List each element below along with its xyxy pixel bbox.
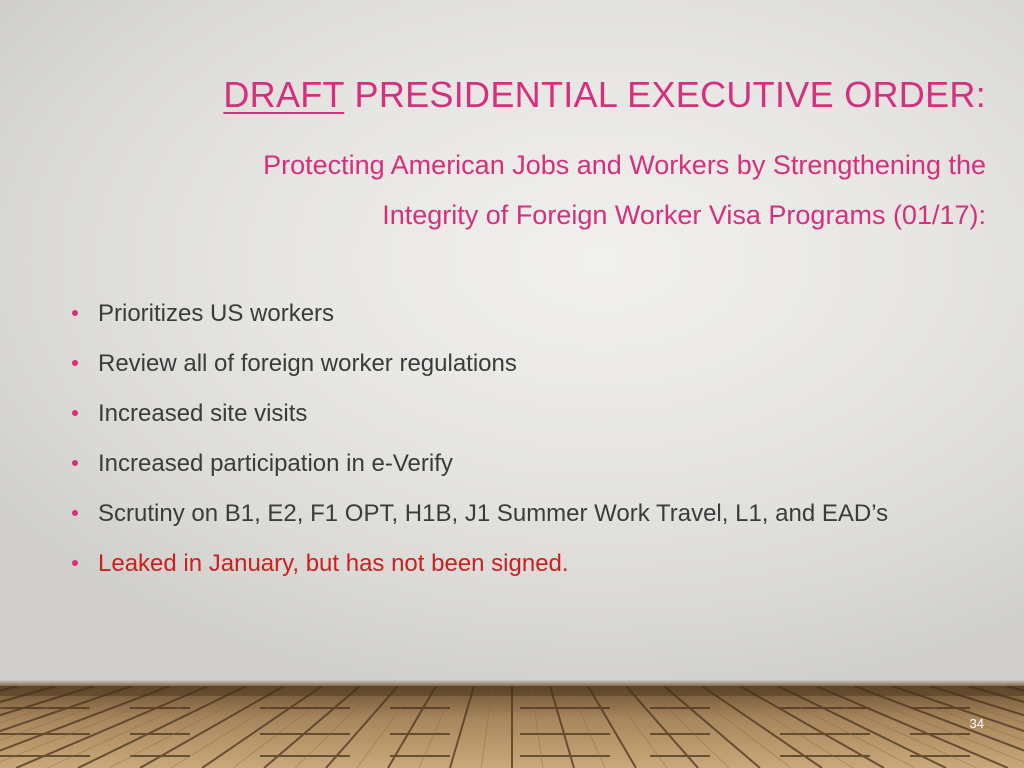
bullet-item [70, 292, 990, 342]
title-rest: PRESIDENTIAL EXECUTIVE ORDER: [344, 74, 986, 115]
slide-subtitle [106, 140, 986, 240]
bullet-item-alert [70, 542, 990, 592]
bullet-item [70, 342, 990, 392]
subtitle-line-2: Integrity of Foreign Worker Visa Programs (01/17): [382, 200, 986, 230]
page-number: 34 [969, 716, 984, 731]
subtitle-line-1: Protecting American Jobs and Workers by Strengthening the [263, 150, 986, 180]
bullet-text: Increased site visits [98, 400, 308, 427]
bullet-item [70, 392, 990, 442]
bullet-list [70, 292, 990, 592]
bullet-item [70, 442, 990, 492]
bullet-text: Prioritizes US workers [98, 300, 335, 327]
bullet-text: Scrutiny on B1, E2, F1 OPT, H1B, J1 Summer Work Travel, L1, and EAD’s [98, 500, 889, 527]
bullet-dot-icon [72, 410, 78, 416]
slide-title [223, 74, 986, 116]
title-draft-word: DRAFT [223, 74, 345, 115]
bullet-dot-icon [72, 560, 78, 566]
bullet-text: Review all of foreign worker regulations [98, 350, 517, 377]
wooden-floor-image [0, 686, 1024, 768]
bullet-dot-icon [72, 360, 78, 366]
bullet-text: Leaked in January, but has not been signed. [98, 550, 569, 577]
bullet-text: Increased participation in e-Verify [98, 450, 453, 477]
bullet-item [70, 492, 990, 542]
bullet-dot-icon [72, 510, 78, 516]
bullet-dot-icon [72, 310, 78, 316]
bullet-dot-icon [72, 460, 78, 466]
wood-floor-icon [0, 686, 1024, 768]
